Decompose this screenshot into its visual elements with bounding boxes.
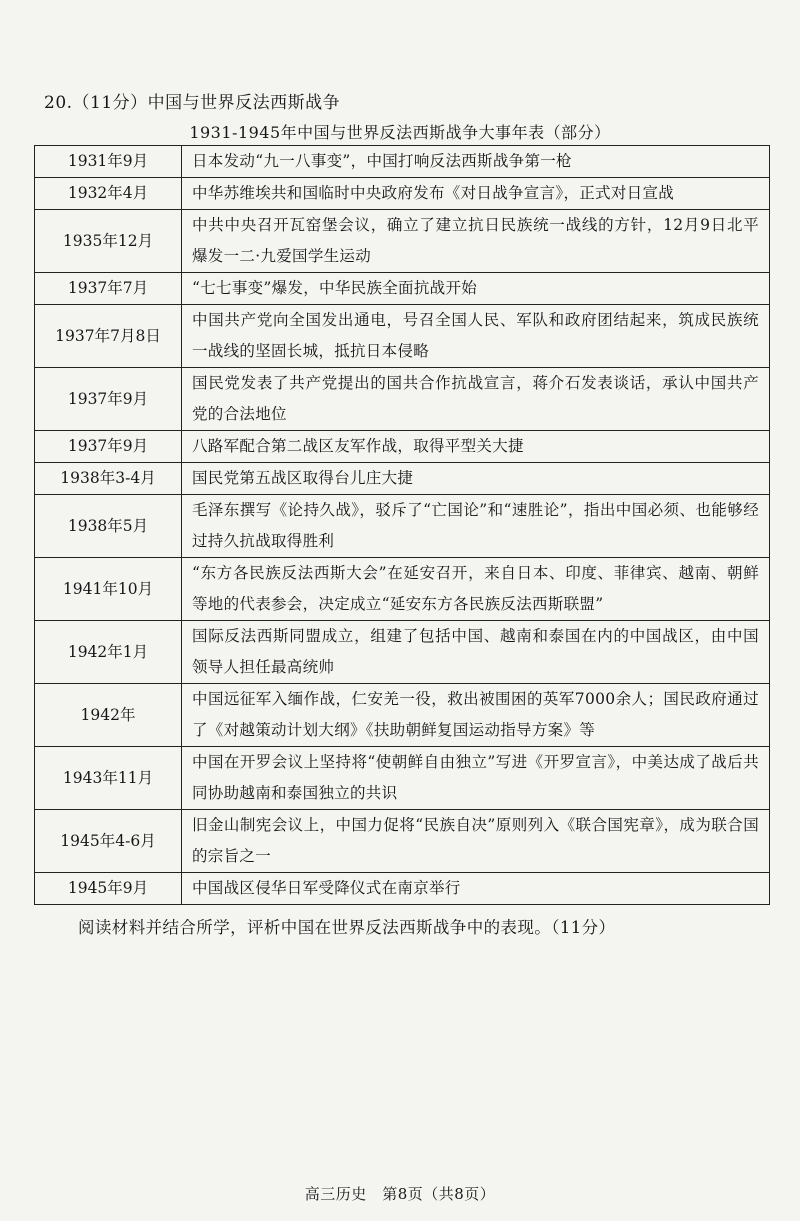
event-cell: 中国共产党向全国发出通电，号召全国人民、军队和政府团结起来，筑成民族统一战线的坚固长城，抵抗日本侵略 — [182, 305, 770, 368]
table-row — [35, 210, 770, 273]
table-row — [35, 368, 770, 431]
table-row — [35, 431, 770, 463]
date-cell: 1931年9月 — [35, 146, 182, 178]
event-cell: 八路军配合第二战区友军作战，取得平型关大捷 — [182, 431, 770, 463]
question-title: 20.（11分）中国与世界反法西斯战争 — [44, 93, 341, 113]
date-cell: 1937年7月8日 — [35, 305, 182, 368]
event-cell: 中国战区侵华日军受降仪式在南京举行 — [182, 873, 770, 905]
date-cell: 1938年5月 — [35, 495, 182, 558]
table-row — [35, 873, 770, 905]
date-cell: 1938年3-4月 — [35, 463, 182, 495]
table-caption: 1931-1945年中国与世界反法西斯战争大事年表（部分） — [189, 123, 611, 142]
event-cell: 国民党第五战区取得台儿庄大捷 — [182, 463, 770, 495]
table-row — [35, 558, 770, 621]
date-cell: 1937年7月 — [35, 273, 182, 305]
table-row — [35, 146, 770, 178]
table-row — [35, 273, 770, 305]
table-row — [35, 495, 770, 558]
event-cell: 中华苏维埃共和国临时中央政府发布《对日战争宣言》，正式对日宣战 — [182, 178, 770, 210]
table-row — [35, 463, 770, 495]
table-row — [35, 178, 770, 210]
date-cell: 1945年9月 — [35, 873, 182, 905]
events-table — [34, 145, 770, 905]
event-cell: “七七事变”爆发，中华民族全面抗战开始 — [182, 273, 770, 305]
table-row — [35, 810, 770, 873]
event-cell: 国民党发表了共产党提出的国共合作抗战宣言，蒋介石发表谈话，承认中国共产党的合法地位 — [182, 368, 770, 431]
date-cell: 1942年1月 — [35, 621, 182, 684]
table-row — [35, 621, 770, 684]
event-cell: 旧金山制宪会议上，中国力促将“民族自决”原则列入《联合国宪章》，成为联合国的宗旨之一 — [182, 810, 770, 873]
event-cell: “东方各民族反法西斯大会”在延安召开，来自日本、印度、菲律宾、越南、朝鲜等地的代表参会，决定成立“延安东方各民族反法西斯联盟” — [182, 558, 770, 621]
page-footer: 高三历史 第8页（共8页） — [304, 1185, 496, 1203]
date-cell: 1935年12月 — [35, 210, 182, 273]
event-cell: 中国远征军入缅作战，仁安羌一役，救出被围困的英军7000余人；国民政府通过了《对越策动计划大纲》《扶助朝鲜复国运动指导方案》等 — [182, 684, 770, 747]
date-cell: 1937年9月 — [35, 368, 182, 431]
event-cell: 中共中央召开瓦窑堡会议，确立了建立抗日民族统一战线的方针，12月9日北平爆发一二·九爱国学生运动 — [182, 210, 770, 273]
table-row — [35, 684, 770, 747]
event-cell: 国际反法西斯同盟成立，组建了包括中国、越南和泰国在内的中国战区，由中国领导人担任最高统帅 — [182, 621, 770, 684]
date-cell: 1941年10月 — [35, 558, 182, 621]
date-cell: 1943年11月 — [35, 747, 182, 810]
event-cell: 毛泽东撰写《论持久战》，驳斥了“亡国论”和“速胜论”，指出中国必须、也能够经过持久抗战取得胜利 — [182, 495, 770, 558]
date-cell: 1945年4-6月 — [35, 810, 182, 873]
event-cell: 中国在开罗会议上坚持将“使朝鲜自由独立”写进《开罗宣言》，中美达成了战后共同协助越南和泰国独立的共识 — [182, 747, 770, 810]
date-cell: 1937年9月 — [35, 431, 182, 463]
question-prompt: 阅读材料并结合所学，评析中国在世界反法西斯战争中的表现。（11分） — [78, 918, 616, 937]
table-row — [35, 747, 770, 810]
event-cell: 日本发动“九一八事变”，中国打响反法西斯战争第一枪 — [182, 146, 770, 178]
date-cell: 1942年 — [35, 684, 182, 747]
date-cell: 1932年4月 — [35, 178, 182, 210]
table-row — [35, 305, 770, 368]
